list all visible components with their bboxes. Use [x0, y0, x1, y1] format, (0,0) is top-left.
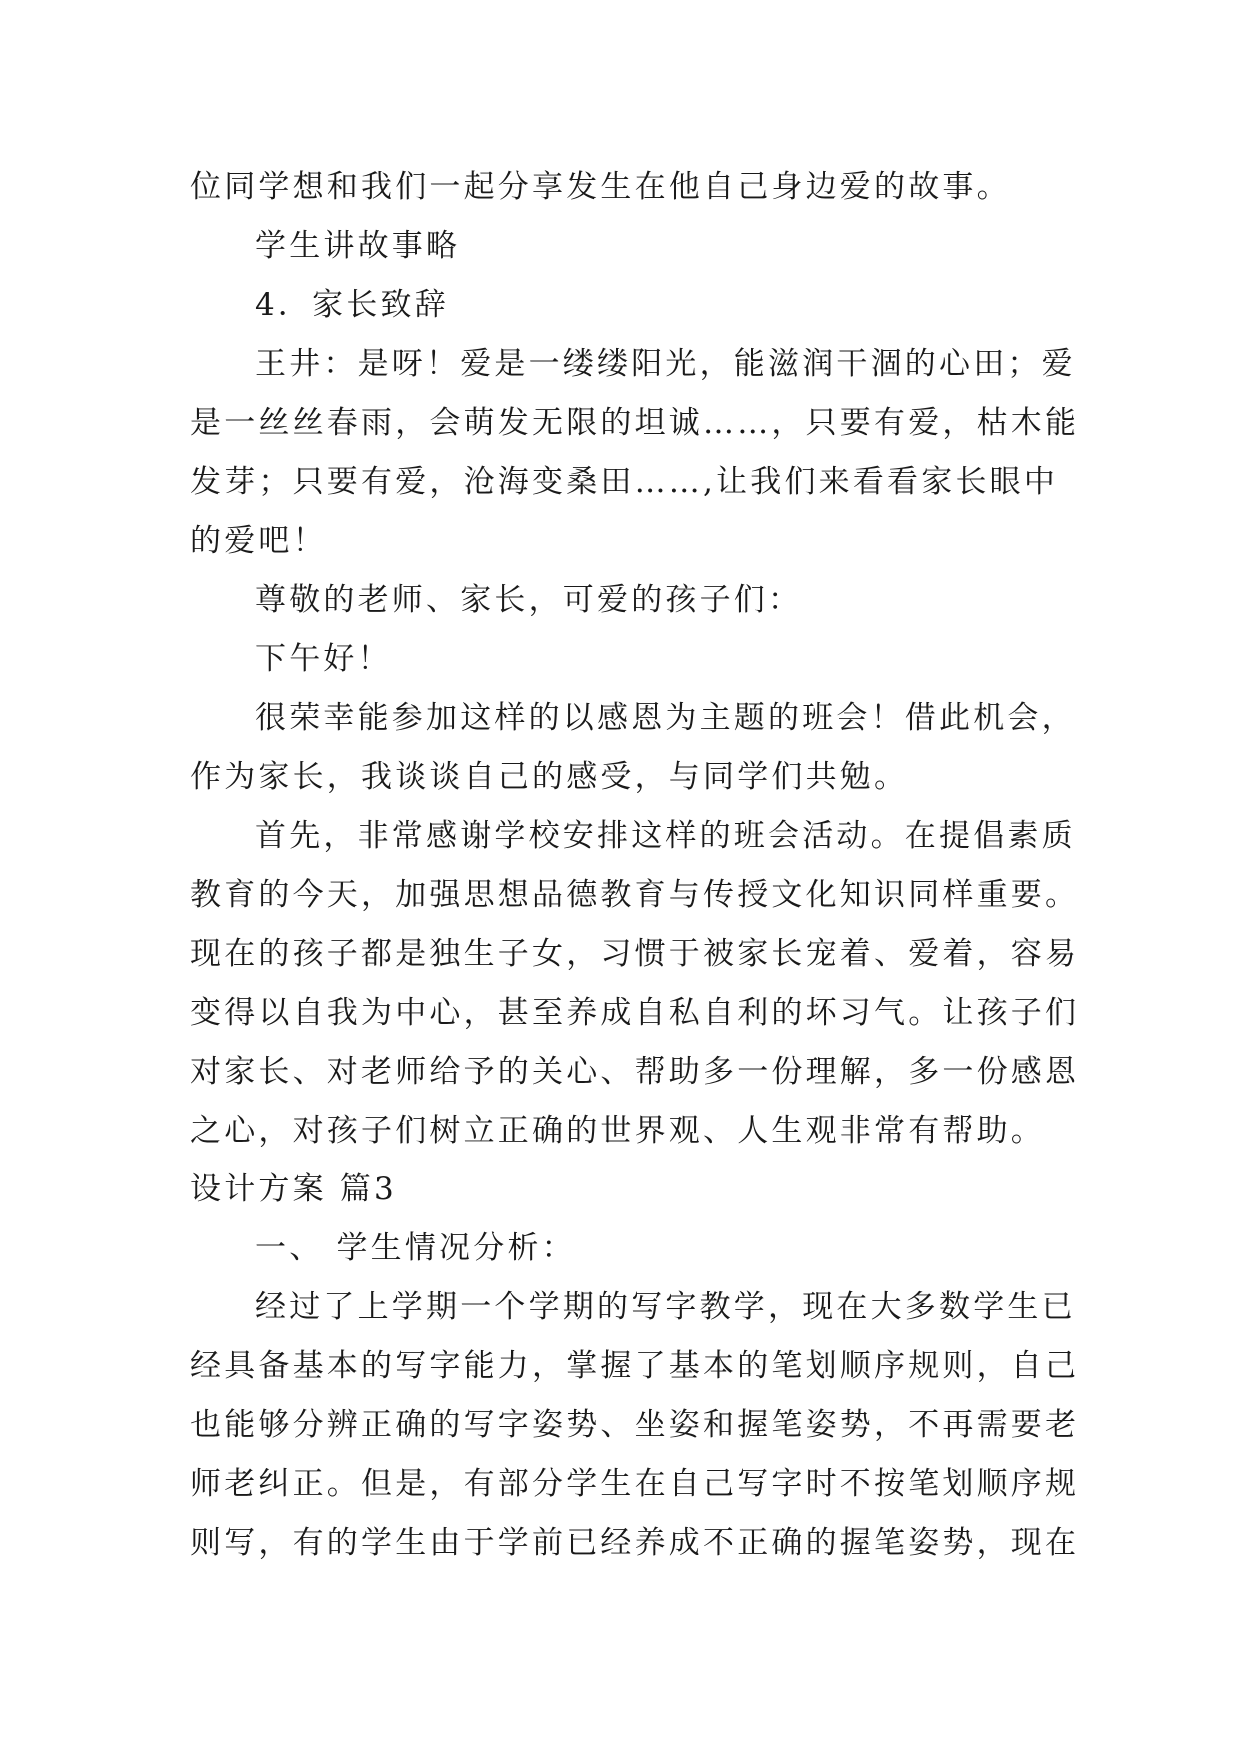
text-line: 一、 学生情况分析： — [255, 1230, 576, 1266]
text-line: 是一丝丝春雨，会萌发无限的坦诚……，只要有爱，枯木能 — [190, 405, 1080, 441]
text-line: 学生讲故事略 — [255, 228, 461, 264]
text-line: 4．家长致辞 — [255, 287, 449, 323]
text-line: 则写，有的学生由于学前已经养成不正确的握笔姿势，现在 — [190, 1525, 1080, 1561]
text-line: 师老纠正。但是，有部分学生在自己写字时不按笔划顺序规 — [190, 1466, 1080, 1502]
text-line: 很荣幸能参加这样的以感恩为主题的班会！借此机会， — [255, 700, 1076, 736]
section-heading: 设计方案 篇3 — [190, 1171, 397, 1207]
text-line: 位同学想和我们一起分享发生在他自己身边爱的故事。 — [190, 169, 1011, 205]
text-line: 经过了上学期一个学期的写字教学，现在大多数学生已 — [255, 1289, 1076, 1325]
text-line: 教育的今天，加强思想品德教育与传授文化知识同样重要。 — [190, 877, 1080, 913]
text-line: 现在的孩子都是独生子女，习惯于被家长宠着、爱着，容易 — [190, 936, 1080, 972]
text-line: 对家长、对老师给予的关心、帮助多一份理解，多一份感恩 — [190, 1054, 1080, 1090]
text-line: 作为家长，我谈谈自己的感受，与同学们共勉。 — [190, 759, 909, 795]
text-line: 尊敬的老师、家长，可爱的孩子们： — [255, 582, 803, 618]
text-line: 经具备基本的写字能力，掌握了基本的笔划顺序规则，自己 — [190, 1348, 1080, 1384]
text-line: 之心，对孩子们树立正确的世界观、人生观非常有帮助。 — [190, 1113, 1045, 1149]
text-line: 下午好！ — [255, 641, 392, 677]
text-line: 王井：是呀！爱是一缕缕阳光，能滋润干涸的心田；爱 — [255, 346, 1076, 382]
text-line: 也能够分辨正确的写字姿势、坐姿和握笔姿势，不再需要老 — [190, 1407, 1080, 1443]
text-line: 的爱吧！ — [190, 523, 327, 559]
text-line: 首先，非常感谢学校安排这样的班会活动。在提倡素质 — [255, 818, 1076, 854]
text-line: 变得以自我为中心，甚至养成自私自利的坏习气。让孩子们 — [190, 995, 1080, 1031]
text-line: 发芽；只要有爱，沧海变桑田……,让我们来看看家长眼中 — [190, 464, 1059, 500]
